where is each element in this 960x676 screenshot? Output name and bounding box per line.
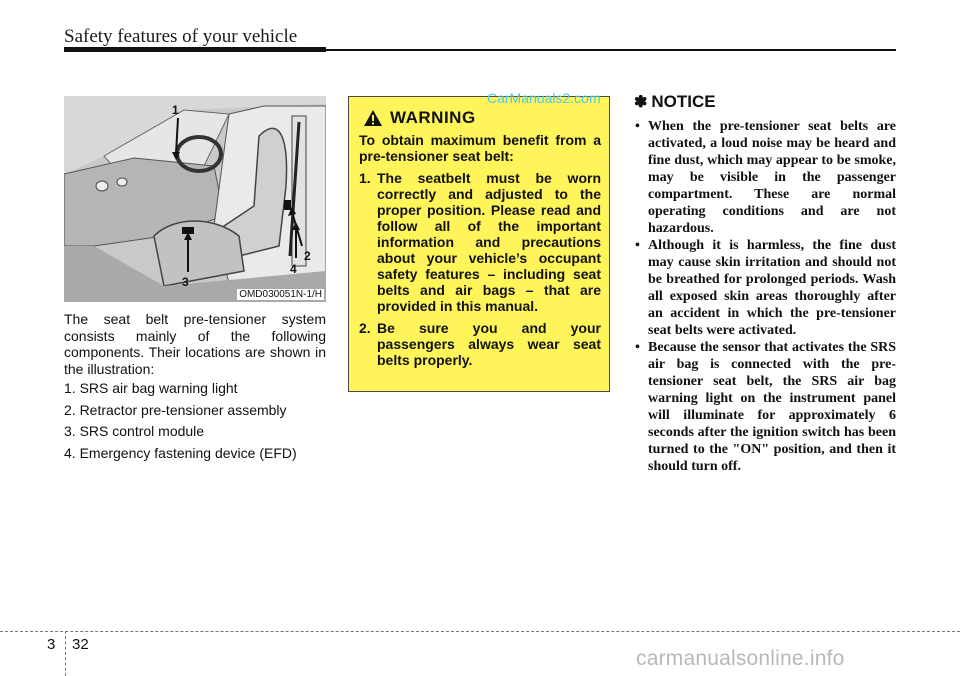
notice-item-text: Because the sensor that activates the SRS air bag is connected with the pre-tensioner seat belt, the SRS air bag warning light on the instrument panel will illuminate for approximately 6 seconds after the ignition switch has been turned to the "ON" position, and then it should turn off.	[648, 340, 896, 474]
warning-title: WARNING	[390, 108, 476, 127]
bullet-icon: •	[635, 238, 640, 253]
callout-2: 2	[304, 249, 311, 263]
notice-header	[634, 92, 896, 112]
header-title: Safety features of your vehicle	[64, 26, 298, 47]
pretensioner-illustration	[64, 96, 326, 302]
warning-header	[359, 109, 601, 127]
footer-site-link[interactable]: carmanualsonline.info	[636, 647, 845, 670]
bullet-icon: •	[635, 340, 640, 355]
warning-intro: To obtain maximum benefit from a pre-tensioner seat belt:	[359, 132, 601, 164]
notice-item	[634, 118, 896, 237]
retractor-pretensioner	[284, 200, 291, 210]
callout-4: 4	[290, 262, 297, 276]
intro-text: The seat belt pre-tensioner system consists mainly of the following components. Their locations are shown in the illustration:	[64, 311, 326, 377]
footer-rule	[0, 631, 960, 632]
callout-3: 3	[182, 275, 189, 289]
component-item: 1. SRS air bag warning light	[64, 380, 238, 396]
bullet-icon: •	[635, 119, 640, 134]
warning-item-text: Be sure you and your passengers always wear seat belts properly.	[377, 320, 601, 368]
watermark-link[interactable]: CarManuals2.com	[487, 90, 601, 106]
warning-item-text: The seatbelt must be worn correctly and adjusted to the proper position. Please read and follow all of the important information and precautions about your vehicle’s occupant safety features – including seat belts and air bags – that are provided in this manual.	[377, 170, 601, 314]
component-item: 4. Emergency fastening device (EFD)	[64, 444, 297, 461]
component-list	[64, 380, 334, 466]
notice-section	[634, 92, 896, 475]
notice-item	[634, 237, 896, 339]
warning-item-number: 1.	[359, 170, 371, 186]
intro-paragraph	[64, 311, 326, 377]
vent	[117, 178, 127, 186]
page-number: 32	[72, 636, 89, 653]
component-item: 3. SRS control module	[64, 423, 205, 439]
chapter-number: 3	[47, 636, 56, 653]
callout-1: 1	[172, 103, 179, 117]
warning-triangle-icon	[363, 109, 383, 127]
warning-item	[359, 320, 601, 368]
footer-divider	[65, 631, 66, 676]
warning-item	[359, 170, 601, 314]
notice-item	[634, 339, 896, 475]
warning-box	[348, 96, 610, 392]
warning-item-number: 2.	[359, 320, 371, 336]
component-item: 2. Retractor pre-tensioner assembly	[64, 401, 287, 418]
header-rule	[64, 49, 896, 51]
figure-code: OMD030051N-1/H	[239, 289, 322, 300]
notice-item-text: When the pre-tensioner seat belts are activated, a loud noise may be heard and fine dust, which may appear to be smoke, may be visible in the passenger compartment. These are normal operating conditions and are not hazardous.	[648, 119, 896, 236]
notice-title: NOTICE	[651, 92, 716, 111]
notice-item-text: Although it is harmless, the fine dust may cause skin irritation and should not be breathed for prolonged periods. Wash all exposed skin areas thoroughly after an accident in which the pre-tensioner seat belts were activated.	[648, 238, 896, 338]
vent	[96, 181, 108, 191]
car-interior-drawing	[64, 96, 326, 302]
notice-star-icon: ✽	[634, 94, 648, 111]
